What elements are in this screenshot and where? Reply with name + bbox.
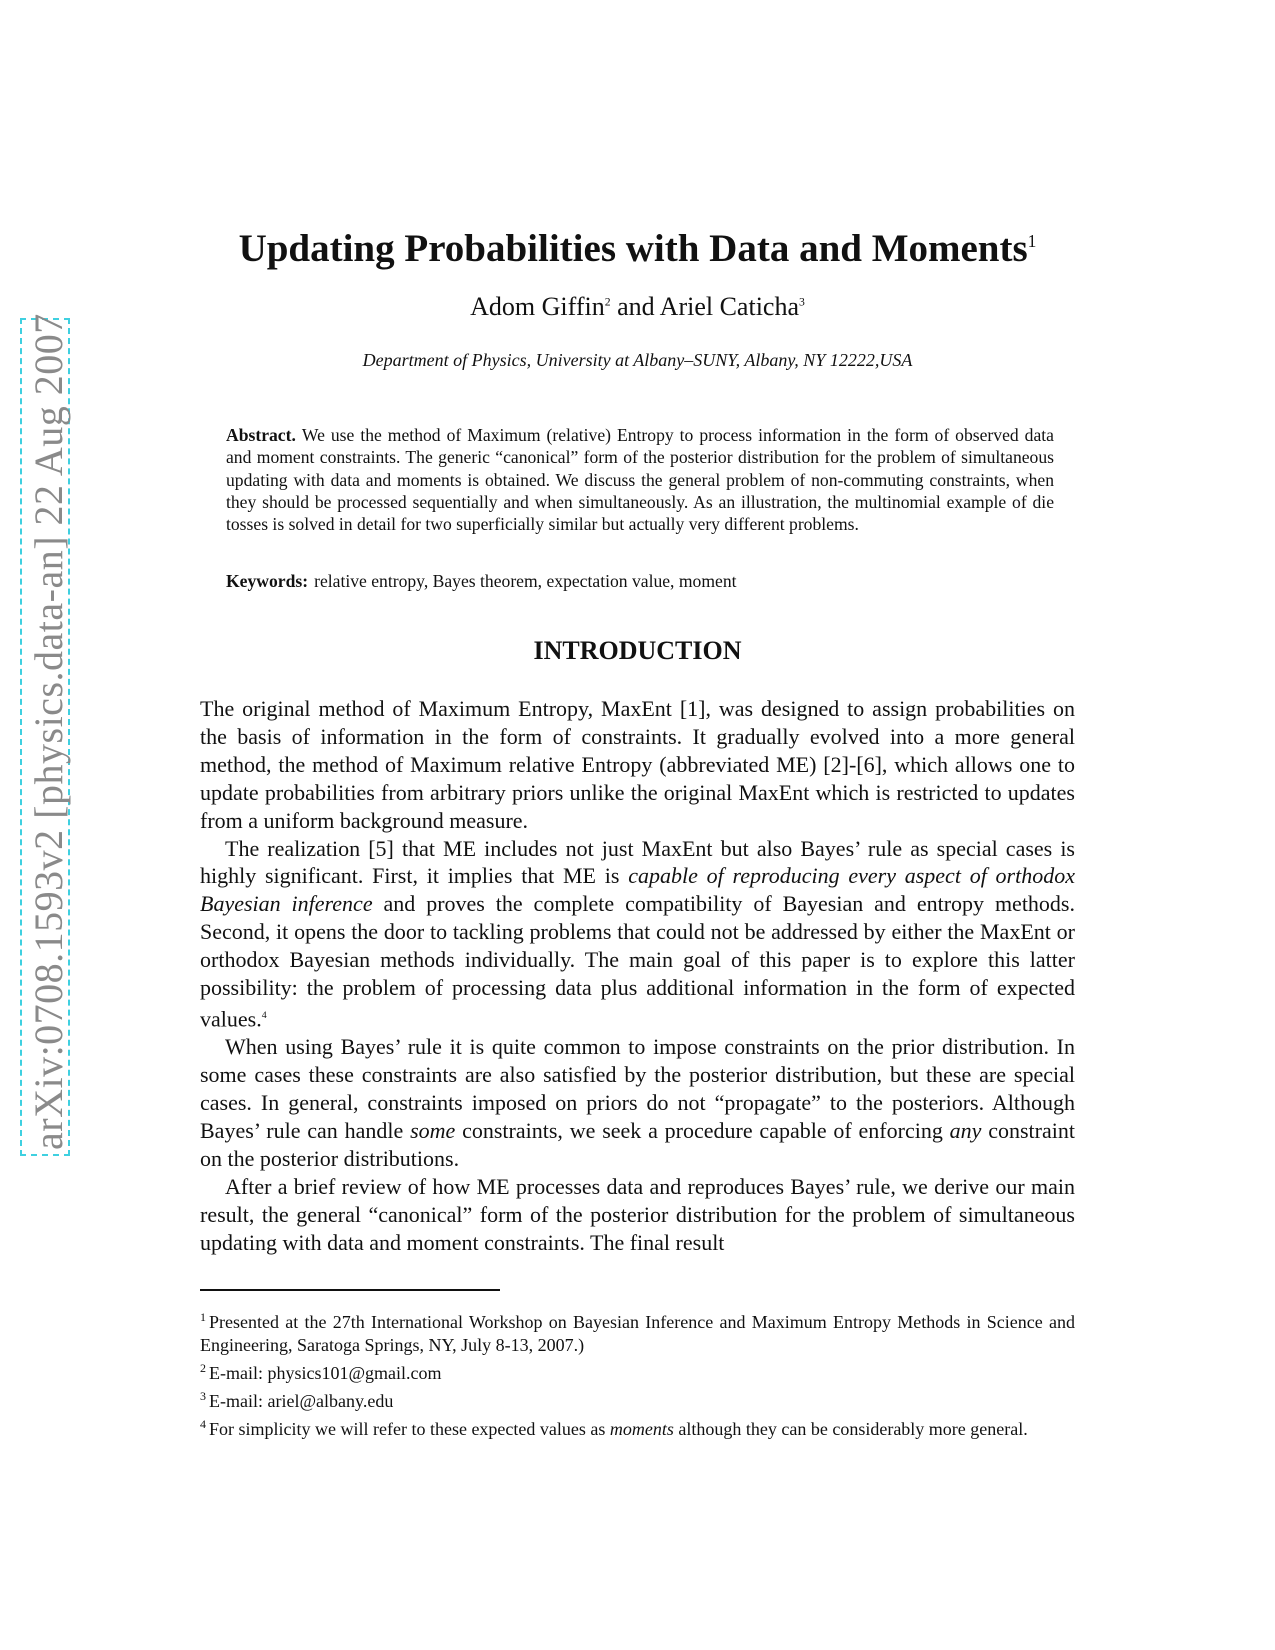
paragraph-2 (200, 835, 1075, 1034)
paragraph-3-text-c: constraints, we seek a procedure capable of enforcing (455, 1117, 950, 1143)
abstract-label: Abstract. (226, 425, 296, 445)
paragraph-3-text-a: When using Bayes’ rule it is quite common to impose constraints on the prior distribution. In some cases these constraints are also satisfied by the posterior distribution, but these are special cases. In general, constraints imposed on priors do not “propagate” to the posteriors. Although Bayes’ rule can handle (200, 1034, 1075, 1143)
footnote-3-mark: 3 (200, 1389, 206, 1403)
paragraph-2-text-c: and proves the complete compatibility of Bayesian and entropy methods. Second, it opens the door to tackling problems that could not be addressed by either the MaxEnt or orthodox Bayesian methods individually. The main goal of this paper is to explore this latter possibility: the problem of processing data plus additional information in the form of expected values. (200, 891, 1075, 1032)
keywords (226, 571, 1054, 592)
footnote-3-text: E-mail: ariel@albany.edu (209, 1391, 394, 1411)
title-text: Updating Probabilities with Data and Moments (238, 227, 1028, 270)
footnote-3 (200, 1385, 1075, 1413)
author-separator: and (610, 292, 660, 321)
paragraph-3-emphasis-some: some (410, 1117, 456, 1143)
footnote-1-text: Presented at the 27th International Workshop on Bayesian Inference and Maximum Entropy Methods in Science and Engineering, Saratoga Springs, NY, July 8-13, 2007.) (200, 1312, 1075, 1355)
footnote-1-mark: 1 (200, 1310, 206, 1324)
footnote-4-text-c: although they can be considerably more general. (673, 1419, 1028, 1439)
footnote-2-mark: 2 (200, 1361, 206, 1375)
footnote-2-text: E-mail: physics101@gmail.com (209, 1363, 442, 1383)
footnote-4-text-a: For simplicity we will refer to these expected values as (209, 1419, 610, 1439)
title-footnote-mark: 1 (1027, 231, 1037, 251)
author-caticha-mark: 3 (799, 295, 805, 309)
footnote-4-mark: 4 (200, 1417, 206, 1431)
footnote-1 (200, 1306, 1075, 1357)
affiliation: Department of Physics, University at Albany–SUNY, Albany, NY 12222,USA (362, 350, 913, 370)
paragraph-1: The original method of Maximum Entropy, MaxEnt [1], was designed to assign probabilities on the basis of information in the form of constraints. It gradually evolved into a more general method, the method of Maximum relative Entropy (abbreviated ME) [2]-[6], which allows one to update probabilities from arbitrary priors unlike the original MaxEnt which is restricted to updates from a uniform background measure. (200, 696, 1075, 833)
keywords-text: relative entropy, Bayes theorem, expectation value, moment (314, 571, 737, 591)
paragraph-2-footnote-mark: 4 (261, 1009, 267, 1021)
author-caticha: Ariel Caticha (659, 292, 800, 321)
section-heading-introduction: INTRODUCTION (533, 636, 742, 665)
footnote-2 (200, 1357, 1075, 1385)
author-giffin: Adom Giffin (470, 292, 605, 321)
paragraph-3-text-e: constraint on the posterior distributions. (200, 1117, 1075, 1171)
arxiv-identifier: arXiv:0708.1593v2 [physics.data-an] 22 Aug 2007 (26, 313, 71, 1150)
footnote-4-emphasis: moments (609, 1419, 674, 1439)
paragraph-4: After a brief review of how ME processes data and reproduces Bayes’ rule, we derive our main result, the general “canonical” form of the posterior distribution for the problem of simultaneous updating with data and moment constraints. The final result (200, 1173, 1075, 1255)
paragraph-2-emphasis: capable of reproducing every aspect of orthodox Bayesian inference (200, 863, 1076, 917)
footnote-4 (200, 1413, 1075, 1441)
author-line (0, 292, 1275, 322)
abstract-text: We use the method of Maximum (relative) Entropy to process information in the form of observed data and moment constraints. The generic “canonical” form of the posterior distribution for the problem of simultaneous updating with data and moments is obtained. We discuss the general problem of non-commuting constraints, when they should be processed sequentially and when simultaneously. As an illustration, the multinomial example of die tosses is solved in detail for two superficially similar but actually very different problems. (226, 425, 1054, 535)
introduction-body (200, 695, 1075, 1256)
paragraph-2-text-a: The realization [5] that ME includes not just MaxEnt but also Bayes’ rule as special cases is highly significant. First, it implies that ME is (200, 835, 1075, 889)
paragraph-3-emphasis-any: any (949, 1117, 982, 1143)
author-giffin-mark: 2 (604, 295, 611, 309)
keywords-label: Keywords: (226, 571, 309, 591)
footnote-divider (200, 1289, 500, 1291)
paper-title (0, 226, 1275, 271)
paragraph-3 (200, 1033, 1075, 1173)
abstract (226, 424, 1054, 535)
footnotes (200, 1306, 1075, 1441)
